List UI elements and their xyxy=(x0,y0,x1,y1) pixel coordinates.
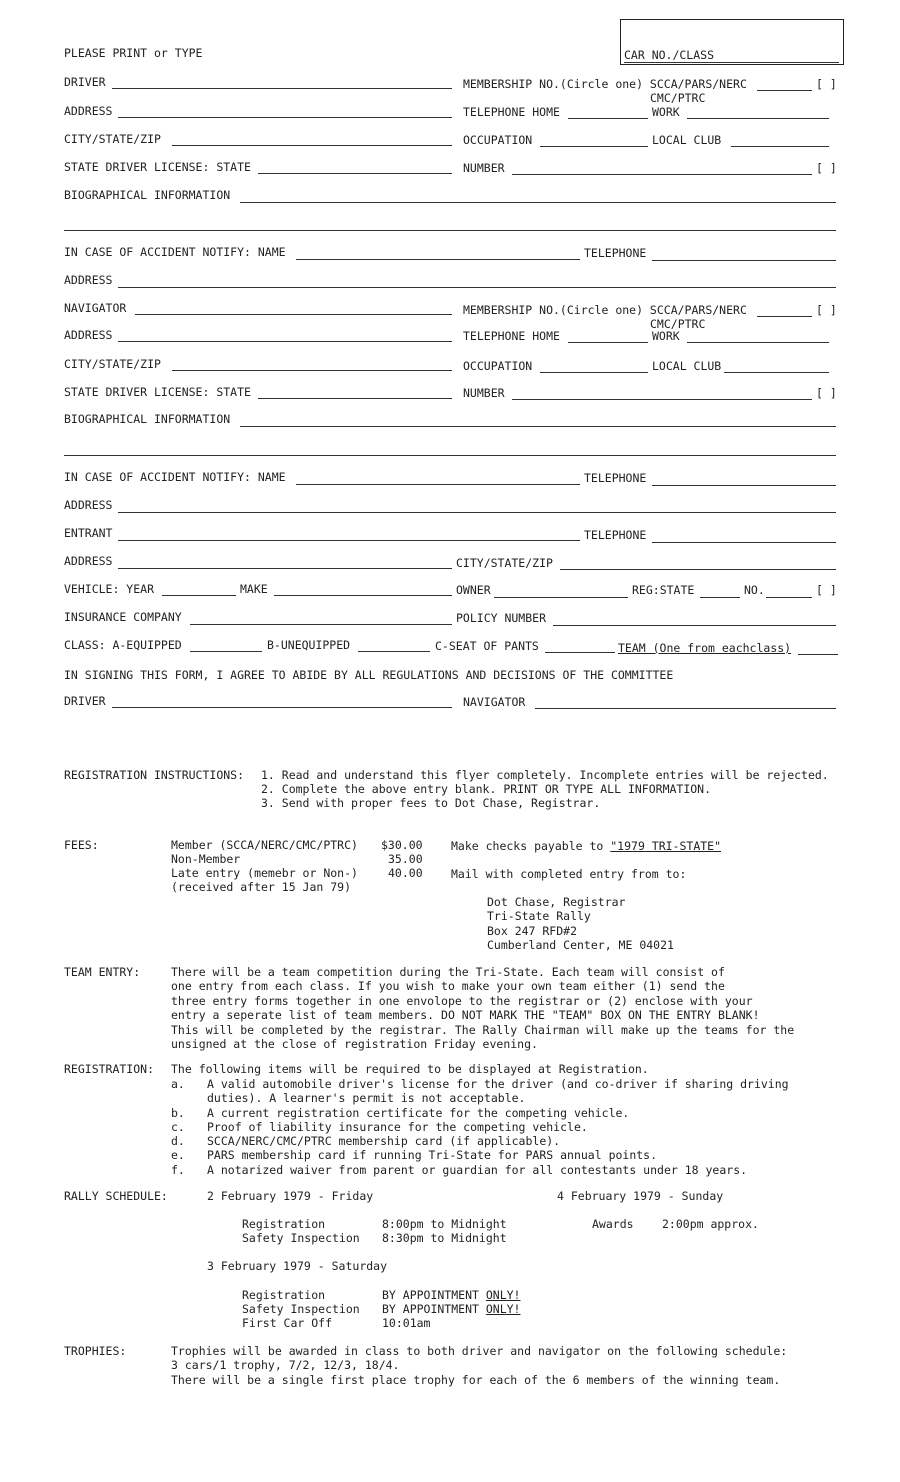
team-entry-line: unsigned at the close of registration Friday evening. xyxy=(171,1037,538,1052)
owner-label: OWNER xyxy=(456,583,491,597)
awards-time: 2:00pm approx. xyxy=(662,1217,759,1231)
work-label: WORK xyxy=(652,105,680,119)
membership-label: MEMBERSHIP NO.(Circle one) SCCA/PARS/NERC xyxy=(463,77,747,91)
team-entry-line: entry a seperate list of team members. DO NOT MARK THE "TEAM" BOX ON THE ENTRY BLANK! xyxy=(171,1008,760,1023)
reg-item-e: PARS membership card if running Tri-State for PARS annual points. xyxy=(207,1148,658,1162)
nav-bio-field[interactable] xyxy=(240,426,836,427)
first-car-time: 10:01am xyxy=(382,1316,431,1330)
reg-item-a-cont: duties). A learner's permit is not acceptable. xyxy=(207,1091,526,1105)
navigator-field[interactable] xyxy=(135,314,452,315)
instruction-1: 1. Read and understand this flyer completely. Incomplete entries will be rejected. xyxy=(261,768,829,782)
team-label: TEAM (One from eachclass) xyxy=(618,641,792,655)
license-label: STATE DRIVER LICENSE: STATE xyxy=(64,160,251,174)
trophies-line: 3 cars/1 trophy, 7/2, 12/3, 18/4. xyxy=(171,1358,400,1372)
insurance-field[interactable] xyxy=(190,624,452,625)
class-c-field[interactable] xyxy=(545,652,615,653)
occupation-field[interactable] xyxy=(540,146,648,147)
nav-accident-label: IN CASE OF ACCIDENT NOTIFY: NAME xyxy=(64,470,286,484)
occupation-label: OCCUPATION xyxy=(463,133,533,147)
print-note: PLEASE PRINT or TYPE xyxy=(64,46,203,60)
reg-item-a: A valid automobile driver's license for the driver (and co-driver if sharing driving xyxy=(207,1077,789,1091)
nav-city-field[interactable] xyxy=(172,370,452,371)
nav-accident-telephone-label: TELEPHONE xyxy=(584,471,647,485)
vehicle-checkbox[interactable]: [ ] xyxy=(816,583,837,597)
saturday-registration: Registration xyxy=(242,1288,326,1302)
vehicle-year-field[interactable] xyxy=(162,595,236,596)
payable-to: "1979 TRI-STATE" xyxy=(610,839,722,853)
sig-driver-label: DRIVER xyxy=(64,694,106,708)
saturday-registration-time xyxy=(382,1288,520,1302)
awards-label: Awards xyxy=(592,1217,634,1231)
reg-state-label: REG:STATE xyxy=(632,583,695,597)
team-entry-line: This will be completed by the registrar. The Rally Chairman will make up the teams for the xyxy=(171,1022,795,1037)
schedule-label: RALLY SCHEDULE: xyxy=(64,1189,168,1203)
make-label: MAKE xyxy=(240,582,268,596)
reg-item-c: Proof of liability insurance for the competing vehicle. xyxy=(207,1120,588,1134)
fee-amount-member: $30.00 xyxy=(381,838,423,852)
trophies-label: TROPHIES: xyxy=(64,1344,127,1358)
telephone-home-label: TELEPHONE HOME xyxy=(463,105,560,119)
driver-field[interactable] xyxy=(112,88,452,89)
car-no-field[interactable] xyxy=(624,62,839,63)
instructions-label: REGISTRATION INSTRUCTIONS: xyxy=(64,768,245,782)
fee-amount-late: 40.00 xyxy=(388,866,423,880)
reg-no-field[interactable] xyxy=(766,597,812,598)
entrant-address-field[interactable] xyxy=(118,568,452,569)
reg-item-key: c. xyxy=(171,1120,185,1134)
nav-number-checkbox[interactable]: [ ] xyxy=(816,386,837,400)
nav-bio-field-2[interactable] xyxy=(64,455,836,456)
nav-license-number-field[interactable] xyxy=(512,399,812,400)
nav-membership-label: MEMBERSHIP NO.(Circle one) SCCA/PARS/NERC xyxy=(463,303,747,317)
team-entry-line: one entry from each class. If you wish to make your own team either (1) send the xyxy=(171,979,725,994)
instruction-3: 3. Send with proper fees to Dot Chase, Registrar. xyxy=(261,796,601,810)
team-entry-label: TEAM ENTRY: xyxy=(64,965,141,979)
license-state-field[interactable] xyxy=(258,173,452,174)
appt-prefix: BY APPOINTMENT xyxy=(382,1302,486,1316)
entrant-address-label: ADDRESS xyxy=(64,554,113,568)
nav-membership-checkbox[interactable]: [ ] xyxy=(816,303,837,317)
trophies-line: Trophies will be awarded in class to both driver and navigator on the following schedule: xyxy=(171,1344,788,1358)
address-field[interactable] xyxy=(118,117,452,118)
accident-name-field[interactable] xyxy=(296,259,580,260)
reg-item-f: A notarized waiver from parent or guardian for all contestants under 18 years. xyxy=(207,1163,748,1177)
nav-occupation-field[interactable] xyxy=(540,372,648,373)
team-entry-line: There will be a team competition during the Tri-State. Each team will consist of xyxy=(171,965,725,979)
nav-license-state-field[interactable] xyxy=(258,398,452,399)
payable-text xyxy=(451,839,721,853)
class-a-field[interactable] xyxy=(190,651,262,652)
sunday-heading: 4 February 1979 - Sunday xyxy=(557,1189,724,1203)
make-field[interactable] xyxy=(274,595,452,596)
registrar-address-line: Box 247 RFD#2 xyxy=(487,923,578,938)
cmc-label: CMC/PTRC xyxy=(650,91,706,105)
fee-late: Late entry (memebr or Non-) xyxy=(171,866,358,880)
accident-address-field[interactable] xyxy=(118,287,836,288)
nav-accident-telephone-field[interactable] xyxy=(652,485,836,486)
nav-work-label: WORK xyxy=(652,329,680,343)
sig-driver-field[interactable] xyxy=(112,707,452,708)
nav-work-field[interactable] xyxy=(687,342,829,343)
nav-bio-label: BIOGRAPHICAL INFORMATION xyxy=(64,412,231,426)
telephone-home-field[interactable] xyxy=(568,118,648,119)
fees-label: FEES: xyxy=(64,838,99,852)
reg-item-d: SCCA/NERC/CMC/PTRC membership card (if applicable). xyxy=(207,1134,561,1148)
nav-city-label: CITY/STATE/ZIP xyxy=(64,357,161,371)
mail-text: Mail with completed entry from to: xyxy=(451,867,687,881)
entrant-telephone-field[interactable] xyxy=(652,542,836,543)
saturday-first-car: First Car Off xyxy=(242,1316,333,1330)
registrar-address xyxy=(487,895,674,953)
reg-item-key: d. xyxy=(171,1134,185,1148)
nav-accident-address-label: ADDRESS xyxy=(64,498,113,512)
accident-address-label: ADDRESS xyxy=(64,273,113,287)
accident-label: IN CASE OF ACCIDENT NOTIFY: NAME xyxy=(64,245,286,259)
reg-item-key: f. xyxy=(171,1163,185,1177)
number-checkbox[interactable]: [ ] xyxy=(816,161,837,175)
fee-late-note: (received after 15 Jan 79) xyxy=(171,880,352,894)
car-no-label: CAR NO./CLASS xyxy=(624,48,715,62)
appt-only: ONLY! xyxy=(485,1288,521,1302)
owner-field[interactable] xyxy=(494,597,628,598)
entrant-telephone-label: TELEPHONE xyxy=(584,528,647,542)
city-label: CITY/STATE/ZIP xyxy=(64,132,161,146)
team-entry-text xyxy=(171,965,794,1051)
nav-address-label: ADDRESS xyxy=(64,328,113,342)
class-b-label: B-UNEQUIPPED xyxy=(267,638,351,652)
payable-prefix: Make checks payable to xyxy=(451,839,611,853)
nav-occupation-label: OCCUPATION xyxy=(463,359,533,373)
driver-label: DRIVER xyxy=(64,75,106,89)
bio-field-2[interactable] xyxy=(64,230,836,231)
reg-item-key: b. xyxy=(171,1106,185,1120)
nav-accident-name-field[interactable] xyxy=(296,484,580,485)
registration-label: REGISTRATION: xyxy=(64,1062,155,1076)
class-c-label: C-SEAT OF PANTS xyxy=(435,639,539,653)
reg-no-label: NO. xyxy=(744,583,765,597)
nav-membership-field[interactable] xyxy=(757,316,812,317)
nav-cmc-label: CMC/PTRC xyxy=(650,317,706,331)
fee-nonmember: Non-Member xyxy=(171,852,241,866)
saturday-heading: 3 February 1979 - Saturday xyxy=(207,1259,388,1273)
nav-telephone-home-label: TELEPHONE HOME xyxy=(463,329,560,343)
friday-registration: Registration xyxy=(242,1217,326,1231)
reg-state-field[interactable] xyxy=(700,597,740,598)
navigator-label: NAVIGATOR xyxy=(64,301,127,315)
entrant-field[interactable] xyxy=(118,540,580,541)
bio-field[interactable] xyxy=(240,202,836,203)
entrant-city-field[interactable] xyxy=(560,569,836,570)
accident-telephone-field[interactable] xyxy=(652,260,836,261)
number-label: NUMBER xyxy=(463,161,505,175)
registrar-address-line: Cumberland Center, ME 04021 xyxy=(487,938,674,953)
friday-registration-time: 8:00pm to Midnight xyxy=(382,1217,507,1231)
local-club-field[interactable] xyxy=(731,146,829,147)
registration-intro: The following items will be required to be displayed at Registration. xyxy=(171,1062,649,1076)
sig-navigator-field[interactable] xyxy=(535,708,836,709)
nav-number-label: NUMBER xyxy=(463,386,505,400)
team-entry-line: three entry forms together in one envolope to the registrar or (2) enclose with your xyxy=(171,993,753,1008)
saturday-inspection: Safety Inspection xyxy=(242,1302,360,1316)
city-field[interactable] xyxy=(172,145,452,146)
class-a-label: CLASS: A-EQUIPPED xyxy=(64,638,182,652)
saturday-inspection-time xyxy=(382,1302,520,1316)
membership-checkbox[interactable]: [ ] xyxy=(816,77,837,91)
reg-item-key: a. xyxy=(171,1077,185,1091)
friday-heading: 2 February 1979 - Friday xyxy=(207,1189,374,1203)
policy-label: POLICY NUMBER xyxy=(456,611,547,625)
nav-local-club-label: LOCAL CLUB xyxy=(652,359,722,373)
class-b-field[interactable] xyxy=(358,651,430,652)
sig-navigator-label: NAVIGATOR xyxy=(463,695,526,709)
policy-field[interactable] xyxy=(553,625,836,626)
friday-inspection-time: 8:30pm to Midnight xyxy=(382,1231,507,1245)
nav-license-label: STATE DRIVER LICENSE: STATE xyxy=(64,385,251,399)
work-field[interactable] xyxy=(687,118,829,119)
license-number-field[interactable] xyxy=(512,174,812,175)
reg-item-key: e. xyxy=(171,1148,185,1162)
nav-accident-address-field[interactable] xyxy=(118,512,836,513)
accident-telephone-label: TELEPHONE xyxy=(584,246,647,260)
registrar-address-line: Dot Chase, Registrar xyxy=(487,895,626,909)
fee-member: Member (SCCA/NERC/CMC/PTRC) xyxy=(171,838,358,852)
nav-address-field[interactable] xyxy=(118,341,452,342)
vehicle-year-label: VEHICLE: YEAR xyxy=(64,582,155,596)
local-club-label: LOCAL CLUB xyxy=(652,133,722,147)
nav-telephone-home-field[interactable] xyxy=(568,342,648,343)
address-label: ADDRESS xyxy=(64,104,113,118)
reg-item-b: A current registration certificate for the competing vehicle. xyxy=(207,1106,630,1120)
membership-field[interactable] xyxy=(757,90,812,91)
trophies-line: There will be a single first place trophy for each of the 6 members of the winning team. xyxy=(171,1373,781,1387)
appt-only: ONLY! xyxy=(485,1302,521,1316)
insurance-label: INSURANCE COMPANY xyxy=(64,610,182,624)
friday-inspection: Safety Inspection xyxy=(242,1231,360,1245)
team-field[interactable] xyxy=(798,654,838,655)
entrant-city-label: CITY/STATE/ZIP xyxy=(456,556,553,570)
appt-prefix: BY APPOINTMENT xyxy=(382,1288,486,1302)
nav-local-club-field[interactable] xyxy=(724,372,829,373)
instruction-2: 2. Complete the above entry blank. PRINT OR TYPE ALL INFORMATION. xyxy=(261,782,712,796)
registrar-address-line: Tri-State Rally xyxy=(487,909,591,924)
entrant-label: ENTRANT xyxy=(64,526,113,540)
fee-amount-nonmember: 35.00 xyxy=(388,852,423,866)
agree-text: IN SIGNING THIS FORM, I AGREE TO ABIDE BY ALL REGULATIONS AND DECISIONS OF THE COMMITTEE xyxy=(64,668,674,682)
bio-label: BIOGRAPHICAL INFORMATION xyxy=(64,188,231,202)
